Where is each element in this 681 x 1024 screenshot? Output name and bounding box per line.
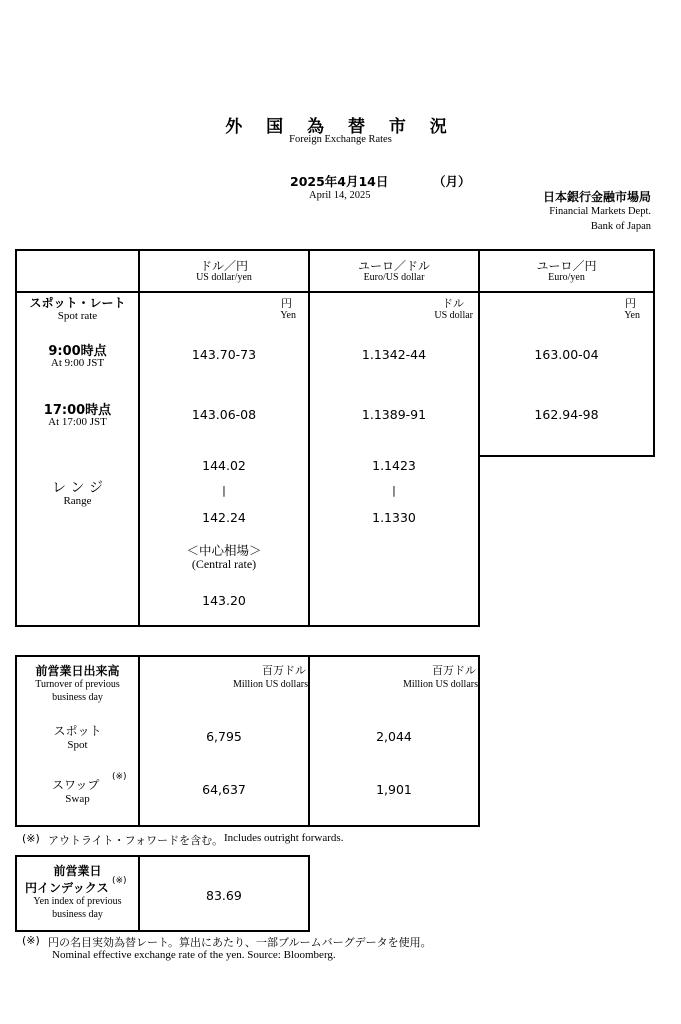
- turnover-label-en-2: business day: [52, 692, 103, 703]
- turnover-unit-eurusd: 百万ドル: [432, 664, 476, 677]
- yen-index-label-1: 前営業日: [53, 864, 102, 878]
- eurjpy-at9: 163.00-04: [534, 347, 599, 362]
- org-dept-en: Financial Markets Dept.: [549, 206, 651, 217]
- col-usdjpy-title: ドル／円: [199, 259, 248, 273]
- eurjpy-at17: 162.94-98: [534, 407, 599, 422]
- yen-index-value: 83.69: [206, 888, 242, 903]
- yen-index-note-en: Nominal effective exchange rate of the yen. Source: Bloomberg.: [52, 949, 336, 961]
- at17-label-en: At 17:00 JST: [48, 416, 107, 428]
- col-eurjpy-title-en: Euro/yen: [548, 272, 585, 283]
- col-eurusd-title-en: Euro/US dollar: [363, 272, 425, 283]
- col-eurusd-title: ユーロ／ドル: [357, 259, 430, 273]
- usdjpy-at17: 143.06-08: [191, 407, 257, 422]
- usdjpy-range-high: 144.02: [202, 458, 246, 473]
- turnover-unit-usdjpy-en: Million US dollars: [232, 679, 308, 690]
- yen-index-label-en-1: Yen index of previous: [33, 896, 122, 907]
- central-rate-label: ＜中心相場＞: [186, 543, 262, 558]
- at9-label-en: At 9:00 JST: [50, 357, 105, 369]
- at9-label: 9:00時点: [48, 344, 107, 359]
- yen-index-label-en-2: business day: [52, 909, 103, 920]
- unit-usdjpy-en: Yen: [280, 310, 296, 321]
- yen-index-label-2: 円インデックス: [25, 881, 109, 895]
- eurusd-at17: 1.1389-91: [361, 407, 427, 422]
- turnover-swap-eurusd: 1,901: [376, 782, 412, 797]
- eurusd-range-sep: |: [392, 484, 396, 497]
- turnover-spot-usdjpy: 6,795: [206, 729, 242, 744]
- page-title: 外 国 為 替 市 況: [225, 117, 456, 137]
- unit-eurusd-en: US dollar: [434, 310, 473, 321]
- page-subtitle: Foreign Exchange Rates: [289, 134, 392, 145]
- central-rate-label-en: (Central rate): [191, 557, 257, 571]
- turnover-unit-usdjpy: 百万ドル: [262, 664, 306, 677]
- turnover-note-en: Includes outright forwards.: [224, 832, 344, 844]
- eurusd-range-high: 1.1423: [372, 458, 416, 473]
- org-name: 日本銀行金融市場局: [542, 190, 651, 204]
- report-date: 2025年4月14日: [290, 174, 389, 189]
- col-eurjpy-title: ユーロ／円: [536, 259, 597, 273]
- turnover-swap-mark: (※): [112, 772, 127, 782]
- usdjpy-range-sep: |: [222, 484, 226, 497]
- turnover-spot-eurusd: 2,044: [376, 729, 412, 744]
- yen-index-mark: (※): [112, 876, 127, 886]
- col-usdjpy-title-en: US dollar/yen: [196, 272, 252, 283]
- spot-rate-label-en: Spot rate: [57, 310, 98, 322]
- report-weekday: （月）: [433, 174, 471, 189]
- turnover-note: アウトライト・フォワードを含む。: [48, 834, 224, 847]
- turnover-label-en-1: Turnover of previous: [35, 679, 120, 690]
- spot-rate-label: スポット・レート: [29, 296, 126, 310]
- unit-eurusd: ドル: [442, 297, 464, 310]
- turnover-label: 前営業日出来高: [35, 664, 120, 678]
- eurusd-range-low: 1.1330: [372, 510, 416, 525]
- turnover-swap-label: スワップ: [52, 778, 100, 792]
- turnover-unit-eurusd-en: Million US dollars: [402, 679, 478, 690]
- usdjpy-at9: 143.70-73: [191, 347, 257, 362]
- unit-eurjpy: 円: [625, 297, 636, 310]
- turnover-swap-label-en: Swap: [65, 793, 90, 805]
- unit-eurjpy-en: Yen: [624, 310, 640, 321]
- turnover-spot-label: スポット: [53, 724, 102, 738]
- usdjpy-range-low: 142.24: [202, 510, 246, 525]
- eurusd-at9: 1.1342-44: [361, 347, 427, 362]
- turnover-note-mark: (※): [22, 832, 40, 845]
- yen-index-note-mark: (※): [22, 934, 40, 947]
- turnover-swap-usdjpy: 64,637: [202, 782, 246, 797]
- report-date-en: April 14, 2025: [309, 190, 371, 201]
- at17-label: 17:00時点: [43, 403, 112, 418]
- unit-usdjpy: 円: [281, 297, 292, 310]
- org-bank-en: Bank of Japan: [590, 221, 651, 232]
- central-rate-value: 143.20: [202, 593, 246, 608]
- range-label: レ ン ジ: [52, 480, 103, 496]
- range-label-en: Range: [63, 495, 92, 507]
- yen-index-note: 円の名目実効為替レート。算出にあたり、一部ブルームバーグデータを使用。: [48, 936, 432, 949]
- turnover-spot-label-en: Spot: [67, 739, 88, 751]
